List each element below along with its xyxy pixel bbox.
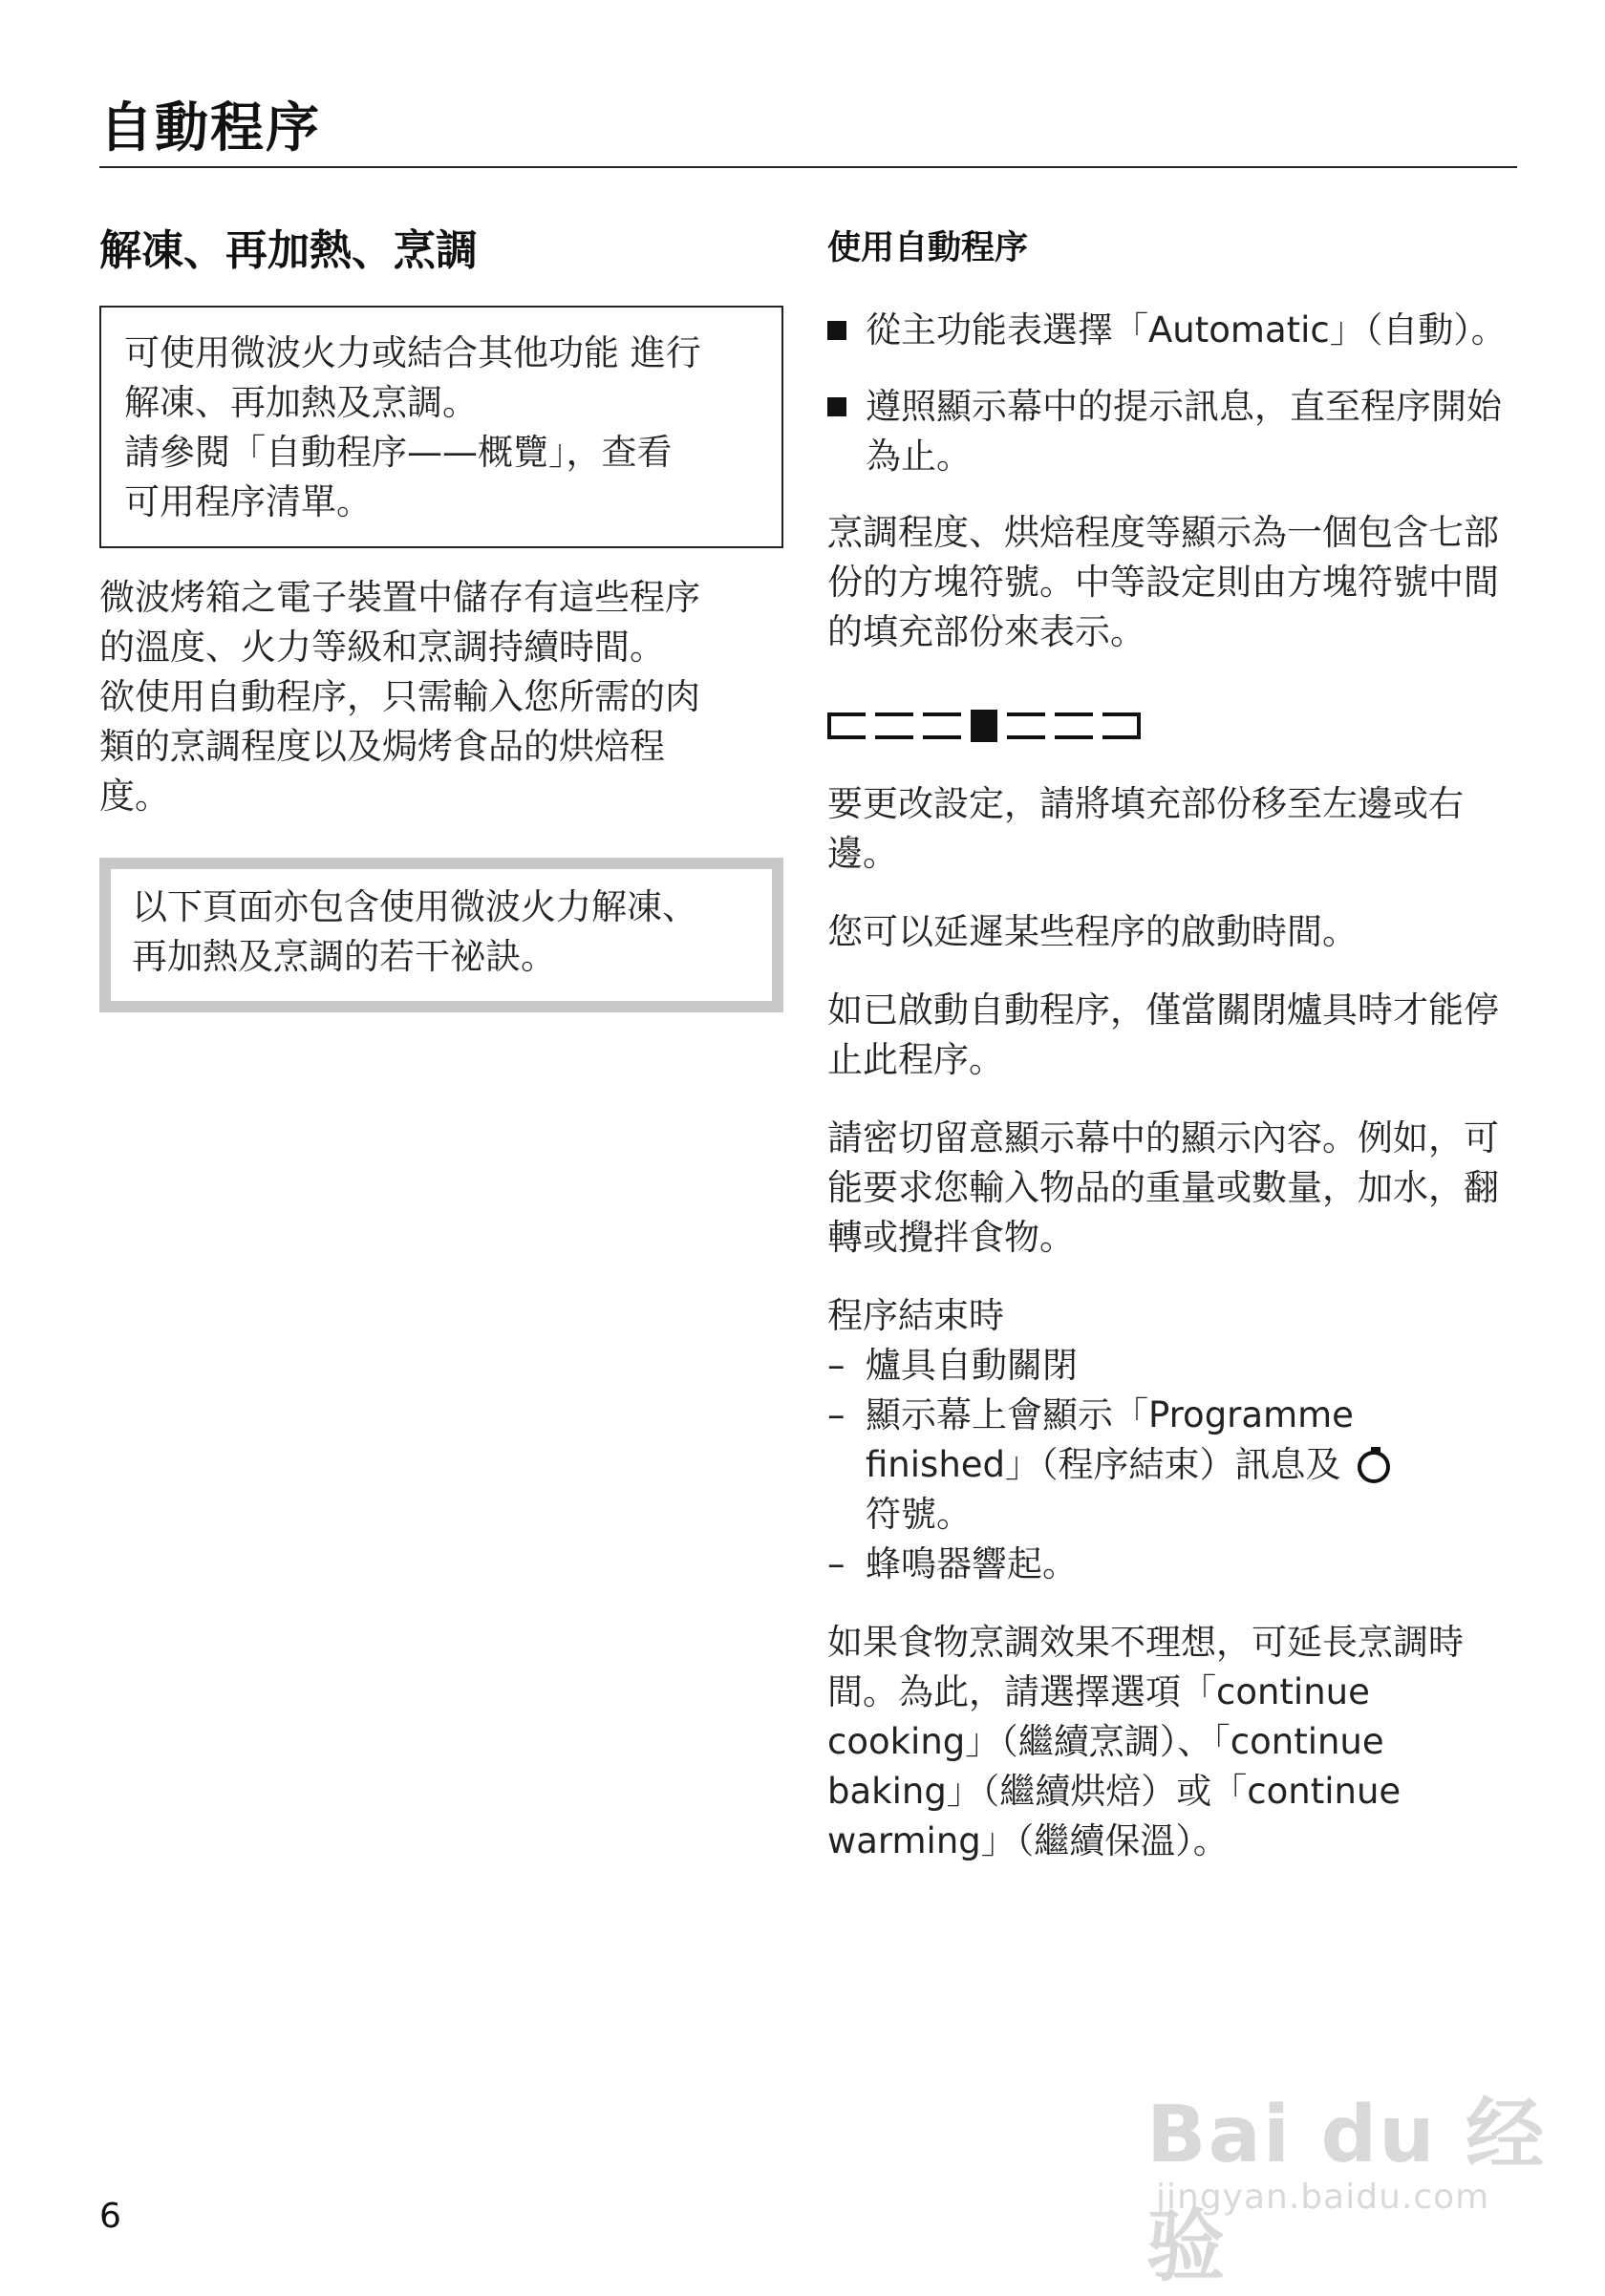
list-item-text: 蜂鳴器響起。 [866, 1543, 1078, 1584]
dash-marker: – [827, 1345, 845, 1386]
tip-box [99, 858, 783, 1012]
end-intro: 程序結束時 [827, 1295, 1004, 1336]
segment [923, 712, 961, 739]
levels-paragraph: 烹調程度、烘焙程度等顯示為一個包含七部份的方塊符號。中等設定則由方塊符號中間的填充部份來表示。 [827, 512, 1499, 652]
step-text: 從主功能表選擇「Automatic」（自動）。 [866, 309, 1507, 351]
intro-paragraph [99, 573, 783, 821]
segment [875, 712, 913, 739]
paragraph-line: 的溫度、火力等級和烹調持續時間。 [99, 627, 665, 668]
watermark-url: jingyan.baidu.com [1156, 2178, 1490, 2217]
note-line: 請參閱「自動程序——概覽」，查看 [124, 432, 673, 473]
segment-bar-icon [827, 699, 1517, 753]
list-item [827, 1540, 1517, 1589]
paragraph-line: 微波烤箱之電子裝置中儲存有這些程序 [99, 577, 700, 618]
list-item-text: 爐具自動關閉 [866, 1345, 1078, 1386]
step-item [827, 306, 1517, 355]
page-number: 6 [99, 2197, 121, 2236]
page-title: 自動程序 [99, 97, 321, 159]
dash-marker: – [827, 1394, 845, 1435]
dash-marker: – [827, 1543, 845, 1584]
sub-heading: 使用自動程序 [827, 229, 1029, 267]
note-line: 可使用微波火力或結合其他功能 進行 [124, 332, 701, 373]
paragraph-line: 類的烹調程度以及焗烤食品的烘焙程 [99, 726, 665, 767]
square-bullet-icon [827, 321, 846, 340]
list-item [827, 1391, 1517, 1540]
square-bullet-icon [827, 397, 846, 416]
step-item [827, 382, 1517, 481]
timer-icon [1358, 1451, 1390, 1483]
delay-paragraph: 您可以延遲某些程序的啟動時間。 [827, 911, 1358, 952]
list-item-suffix: 符號。 [866, 1494, 972, 1535]
stop-paragraph: 如已啟動自動程序，僅當關閉爐具時才能停止此程序。 [827, 989, 1499, 1080]
note-line: 可用程序清單。 [124, 481, 372, 522]
note-box [99, 306, 783, 548]
tip-line: 再加熱及烹調的若干祕訣。 [132, 936, 556, 977]
list-item-text: 顯示幕上會顯示「Programme finished」（程序結束）訊息及 [866, 1394, 1354, 1485]
right-column [827, 216, 1517, 1895]
segment [827, 712, 866, 739]
note-line: 解凍、再加熱及烹調。 [124, 382, 478, 423]
segment-filled [971, 710, 997, 742]
watermark-logo: Bai du 经验 [1146, 2090, 1547, 2292]
end-list [827, 1291, 1517, 1589]
watch-paragraph: 請密切留意顯示幕中的顯示內容。例如，可能要求您輸入物品的重量或數量，加水，翻轉或攪拌食物。 [827, 1117, 1499, 1258]
title-divider [99, 166, 1517, 168]
baidu-watermark [1137, 2073, 1548, 2292]
left-column [99, 216, 783, 1012]
step-text: 遵照顯示幕中的提示訊息，直至程序開始為止。 [866, 386, 1502, 477]
segment [1102, 712, 1141, 739]
tip-line: 以下頁面亦包含使用微波火力解凍、 [132, 886, 697, 927]
change-paragraph: 要更改設定，請將填充部份移至左邊或右邊。 [827, 783, 1464, 874]
paragraph-line: 欲使用自動程序，只需輸入您所需的肉 [99, 676, 700, 717]
list-item [827, 1341, 1517, 1391]
continue-paragraph: 如果食物烹調效果不理想，可延長烹調時間。為此，請選擇選項「continue cooking」（繼續烹調）、「continue baking」（繼續烘焙）或「continue warming」（繼續保溫）。 [827, 1622, 1464, 1861]
paragraph-line: 度。 [99, 776, 170, 817]
segment [1007, 712, 1045, 739]
segment [1055, 712, 1093, 739]
section-heading: 解凍、再加熱、烹調 [99, 226, 478, 275]
